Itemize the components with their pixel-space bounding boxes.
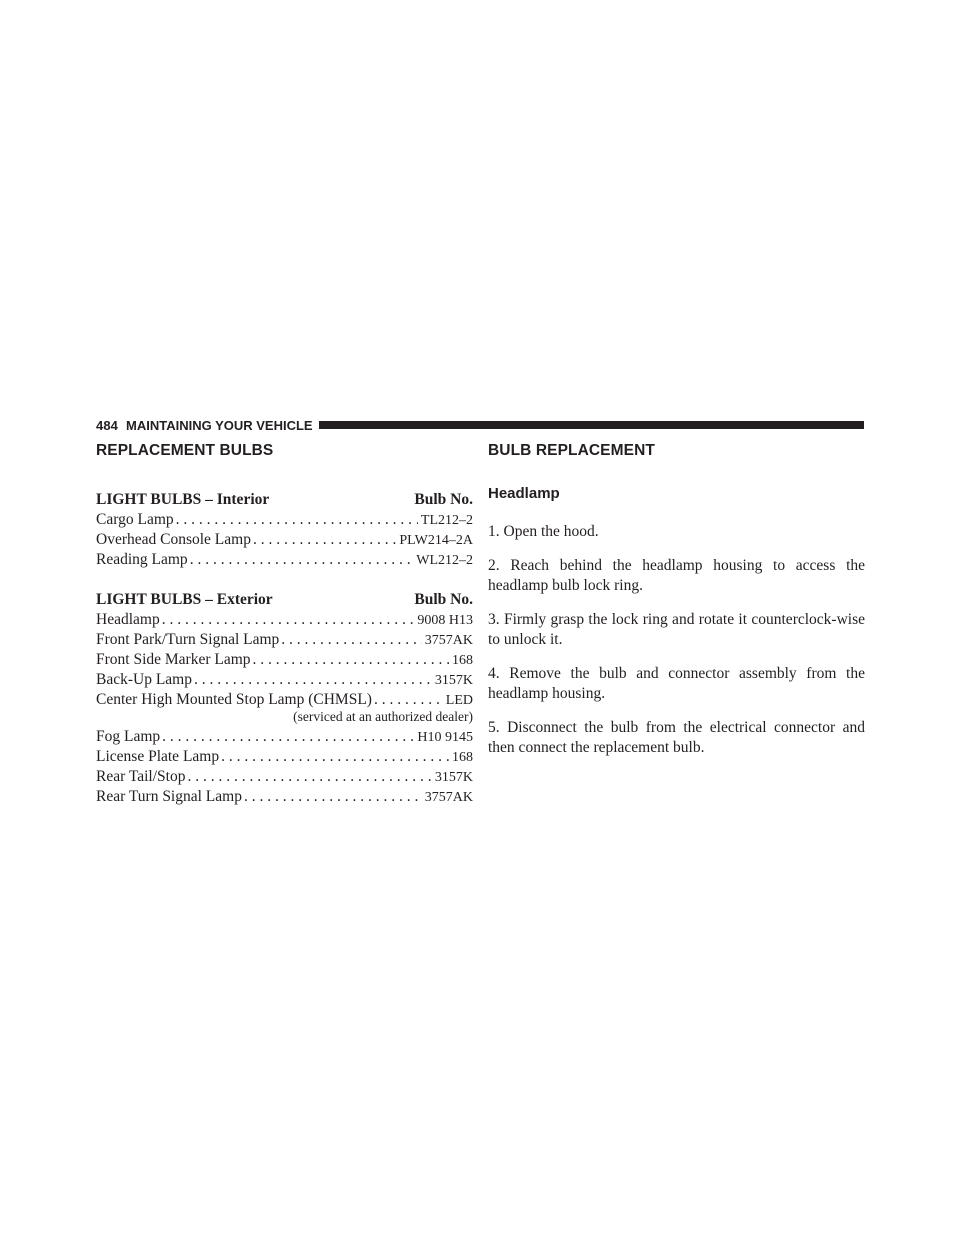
bulb-name: Back-Up Lamp xyxy=(96,671,192,688)
interior-bulb-no-label: Bulb No. xyxy=(414,491,473,508)
bulb-row-back-up-lamp xyxy=(96,670,473,690)
step-3: 3. Firmly grasp the lock ring and rotate it counterclock-wise to unlock it. xyxy=(488,610,865,648)
bulb-row-rear-turn-signal xyxy=(96,787,473,807)
bulb-number: WL212–2 xyxy=(416,553,473,568)
bulb-name: Reading Lamp xyxy=(96,551,188,568)
step-2: 2. Reach behind the headlamp housing to access the headlamp bulb lock ring. xyxy=(488,556,865,594)
step-1: 1. Open the hood. xyxy=(488,523,599,540)
bulb-name: Rear Tail/Stop xyxy=(96,768,186,785)
bulb-name: Rear Turn Signal Lamp xyxy=(96,788,242,805)
headlamp-subheading: Headlamp xyxy=(488,485,560,502)
bulb-number: LED xyxy=(445,693,473,708)
bulb-number: 3757AK xyxy=(424,633,473,648)
bulb-name: Cargo Lamp xyxy=(96,511,174,528)
dot-leader xyxy=(187,767,431,787)
dot-leader xyxy=(162,727,414,747)
bulb-name: Front Side Marker Lamp xyxy=(96,651,251,668)
bulb-row-front-side-marker xyxy=(96,650,473,670)
running-section-title: MAINTAINING YOUR VEHICLE xyxy=(126,417,313,433)
bulb-name: Front Park/Turn Signal Lamp xyxy=(96,631,280,648)
page-number: 484 xyxy=(96,417,118,433)
bulb-row-license-plate xyxy=(96,747,473,767)
page-header xyxy=(96,415,864,435)
dot-leader xyxy=(281,630,421,650)
dot-leader xyxy=(253,530,396,550)
dot-leader xyxy=(176,510,418,530)
bulb-number: PLW214–2A xyxy=(399,533,473,548)
dot-leader xyxy=(194,670,432,690)
bulb-row-cargo-lamp xyxy=(96,510,473,530)
bulb-replacement-title: BULB REPLACEMENT xyxy=(488,442,655,459)
bulb-row-rear-tail-stop xyxy=(96,767,473,787)
exterior-heading: LIGHT BULBS – Exterior xyxy=(96,591,273,608)
replacement-bulbs-title: REPLACEMENT BULBS xyxy=(96,442,274,459)
bulb-number: 9008 H13 xyxy=(417,613,473,628)
bulb-row-overhead-console-lamp xyxy=(96,530,473,550)
bulb-number: H10 9145 xyxy=(417,730,473,745)
dot-leader xyxy=(374,690,443,710)
bulb-name: Overhead Console Lamp xyxy=(96,531,251,548)
bulb-row-headlamp xyxy=(96,610,473,630)
bulb-name: Fog Lamp xyxy=(96,728,161,745)
dot-leader xyxy=(162,610,415,630)
bulb-number: 3757AK xyxy=(424,790,473,805)
bulb-row-front-park-turn xyxy=(96,630,473,650)
left-column xyxy=(96,440,473,807)
dot-leader xyxy=(244,787,422,807)
bulb-number: TL212–2 xyxy=(420,513,473,528)
interior-heading: LIGHT BULBS – Interior xyxy=(96,491,270,508)
step-4: 4. Remove the bulb and connector assembly from the headlamp housing. xyxy=(488,664,865,702)
bulb-number: 168 xyxy=(452,750,473,765)
bulb-row-chmsl xyxy=(96,690,473,710)
bulb-name: Center High Mounted Stop Lamp (CHMSL) xyxy=(96,691,372,708)
bulb-number: 3157K xyxy=(434,770,473,785)
dot-leader xyxy=(190,550,414,570)
chmsl-service-note: (serviced at an authorized dealer) xyxy=(293,709,473,724)
bulb-name: Headlamp xyxy=(96,611,160,628)
bulb-name: License Plate Lamp xyxy=(96,748,220,765)
dot-leader xyxy=(221,747,449,767)
header-rule xyxy=(319,421,864,429)
dot-leader xyxy=(253,650,449,670)
bulb-number: 3157K xyxy=(434,673,473,688)
bulb-row-fog-lamp xyxy=(96,727,473,747)
exterior-bulb-no-label: Bulb No. xyxy=(414,591,473,608)
bulb-row-reading-lamp xyxy=(96,550,473,570)
exterior-bulbs-header xyxy=(96,590,473,610)
step-5: 5. Disconnect the bulb from the electrical connector and then connect the replacement bulb. xyxy=(488,718,865,756)
right-column xyxy=(488,440,865,759)
bulb-number: 168 xyxy=(452,653,473,668)
interior-bulbs-header xyxy=(96,490,473,510)
